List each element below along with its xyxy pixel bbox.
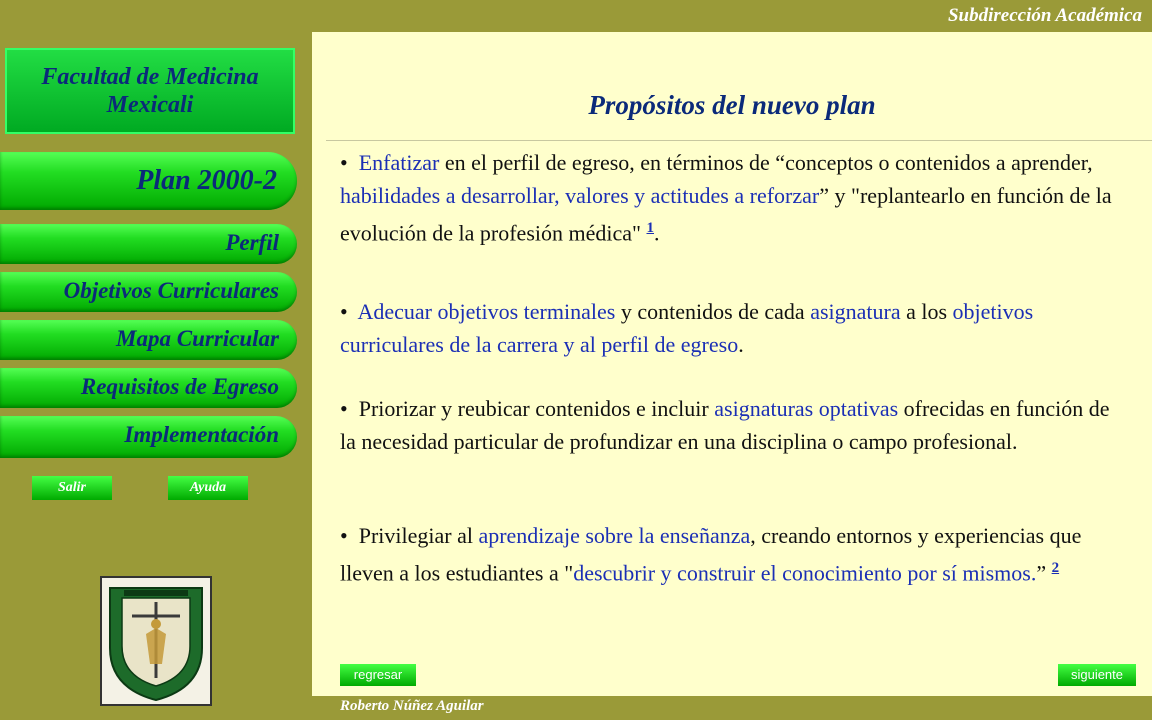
seal-icon — [102, 578, 210, 704]
purpose-adecuar: • Adecuar objetivos terminales y contenidos de cada asignatura a los objetivos curriculares de la carrera y al perfil de egreso. — [340, 299, 1034, 357]
org-title: Subdirección Académica — [947, 5, 1142, 26]
purpose-enfatizar: • Enfatizar en el perfil de egreso, en términos de “conceptos o contenidos a aprender, habilidades a desarrollar, valores y actitudes a reforzar” y "replantearlo en función de la evolución de la profesión médica" $^1$. — [340, 150, 1112, 246]
footnote-2-link[interactable]: 2 — [1051, 560, 1060, 576]
header-bar — [312, 0, 1152, 32]
ayuda-button[interactable]: Ayuda — [168, 476, 248, 500]
regresar-button[interactable]: regresar — [340, 664, 416, 686]
purpose-privilegiar: • Privilegiar al aprendizaje sobre la enseñanza, creando entornos y experiencias que lleven a los estudiantes a "descubrir y construir el conocimiento por sí mismos.” $^2$ — [340, 523, 1082, 586]
nav-objetivos-curriculares[interactable]: Objetivos Curriculares — [0, 272, 297, 312]
footnote-1-link[interactable]: 1 — [646, 220, 654, 236]
nav-mapa-curricular[interactable]: Mapa Curricular — [0, 320, 297, 360]
siguiente-button[interactable]: siguiente — [1058, 664, 1136, 686]
faculty-campus: Mexicali — [106, 92, 194, 118]
nav-requisitos-de-egreso[interactable]: Requisitos de Egreso — [0, 368, 297, 408]
faculty-box — [5, 48, 295, 134]
nav-perfil[interactable]: Perfil — [0, 224, 297, 264]
main-content — [312, 32, 1152, 696]
salir-button[interactable]: Salir — [32, 476, 112, 500]
author-name: Roberto Núñez Aguilar — [340, 698, 484, 714]
nav-implementacion[interactable]: Implementación — [0, 416, 297, 458]
top-left-bar — [0, 0, 312, 32]
faculty-name: Facultad de Medicina — [41, 64, 259, 90]
purpose-priorizar: • Priorizar y reubicar contenidos e incluir asignaturas optativas ofrecidas en función de la necesidad particular de profundizar en una disciplina o campo profesional. — [340, 396, 1110, 454]
nav-plan-2000-2[interactable]: Plan 2000-2 — [0, 152, 297, 210]
page-title: Propósitos del nuevo plan — [588, 90, 876, 120]
university-seal — [100, 576, 212, 706]
divider — [326, 140, 1152, 141]
